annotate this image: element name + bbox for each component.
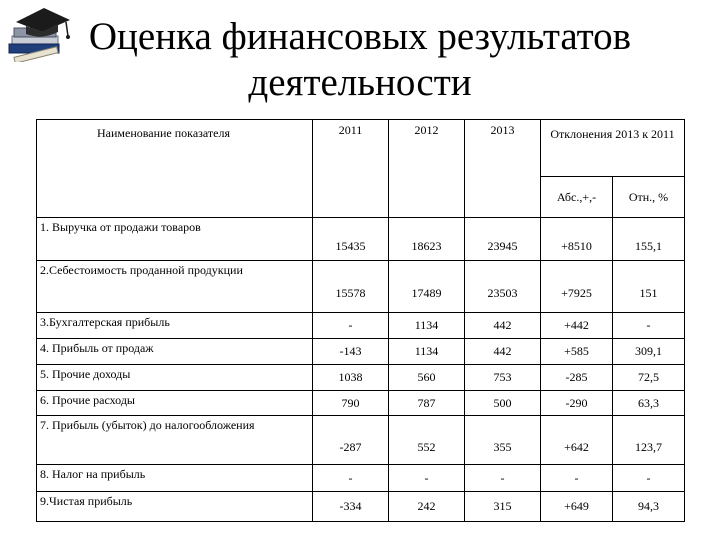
cell-2012: 1134 (389, 339, 465, 365)
cell-2013: 442 (465, 313, 541, 339)
cell-2012: - (389, 465, 465, 492)
row-name: 5. Прочие доходы (37, 365, 313, 391)
cell-abs: -290 (541, 391, 613, 416)
cell-2011: 15435 (313, 218, 389, 261)
header-indicator-name: Наименование показателя (37, 120, 313, 218)
table-row (37, 465, 685, 492)
cell-2011: -143 (313, 339, 389, 365)
cell-2012: 552 (389, 416, 465, 465)
row-name: 3.Бухгалтерская прибыль (37, 313, 313, 339)
header-year-2011: 2011 (313, 120, 389, 218)
cell-2012: 560 (389, 365, 465, 391)
cell-abs: - (541, 465, 613, 492)
cell-rel: 63,3 (613, 391, 685, 416)
table-row (37, 339, 685, 365)
cell-2013: 355 (465, 416, 541, 465)
cell-abs: +585 (541, 339, 613, 365)
cell-2011: 790 (313, 391, 389, 416)
row-name: 1. Выручка от продажи товаров (37, 218, 313, 261)
row-name: 4. Прибыль от продаж (37, 339, 313, 365)
table-row (37, 365, 685, 391)
header-deviation: Отклонения 2013 к 2011 (541, 120, 685, 177)
cell-2013: 315 (465, 492, 541, 522)
table-row (37, 261, 685, 313)
table-row (37, 391, 685, 416)
header-absolute: Абс.,+,- (541, 177, 613, 218)
cell-2013: 442 (465, 339, 541, 365)
header-relative: Отн., % (613, 177, 685, 218)
cell-2013: 23503 (465, 261, 541, 313)
cell-2012: 787 (389, 391, 465, 416)
cell-2011: 1038 (313, 365, 389, 391)
row-name: 2.Себестоимость проданной продукции (37, 261, 313, 313)
cell-abs: +442 (541, 313, 613, 339)
financial-results-table (36, 119, 685, 522)
cell-rel: - (613, 313, 685, 339)
page-title: Оценка финансовых результатов деятельности (88, 15, 632, 104)
cell-2013: 23945 (465, 218, 541, 261)
cell-2011: - (313, 313, 389, 339)
cell-2013: - (465, 465, 541, 492)
cell-2013: 753 (465, 365, 541, 391)
table-row (37, 416, 685, 465)
cell-rel: 309,1 (613, 339, 685, 365)
cell-2012: 242 (389, 492, 465, 522)
header-row (37, 120, 685, 177)
row-name: 6. Прочие расходы (37, 391, 313, 416)
row-name: 9.Чистая прибыль (37, 492, 313, 522)
cell-2012: 1134 (389, 313, 465, 339)
table-row (37, 313, 685, 339)
cell-rel: 151 (613, 261, 685, 313)
cell-2011: -334 (313, 492, 389, 522)
cell-abs: +642 (541, 416, 613, 465)
cell-2013: 500 (465, 391, 541, 416)
table-row (37, 218, 685, 261)
cell-abs: -285 (541, 365, 613, 391)
cell-abs: +8510 (541, 218, 613, 261)
cell-rel: 123,7 (613, 416, 685, 465)
cell-2011: -287 (313, 416, 389, 465)
cell-2012: 17489 (389, 261, 465, 313)
cell-rel: - (613, 465, 685, 492)
cell-2011: 15578 (313, 261, 389, 313)
table-row (37, 492, 685, 522)
cell-2012: 18623 (389, 218, 465, 261)
row-name: 8. Налог на прибыль (37, 465, 313, 492)
cell-abs: +649 (541, 492, 613, 522)
header-year-2012: 2012 (389, 120, 465, 218)
cell-rel: 155,1 (613, 218, 685, 261)
cell-abs: +7925 (541, 261, 613, 313)
cell-rel: 72,5 (613, 365, 685, 391)
cell-2011: - (313, 465, 389, 492)
row-name: 7. Прибыль (убыток) до налогообложения (37, 416, 313, 465)
header-year-2013: 2013 (465, 120, 541, 218)
cell-rel: 94,3 (613, 492, 685, 522)
